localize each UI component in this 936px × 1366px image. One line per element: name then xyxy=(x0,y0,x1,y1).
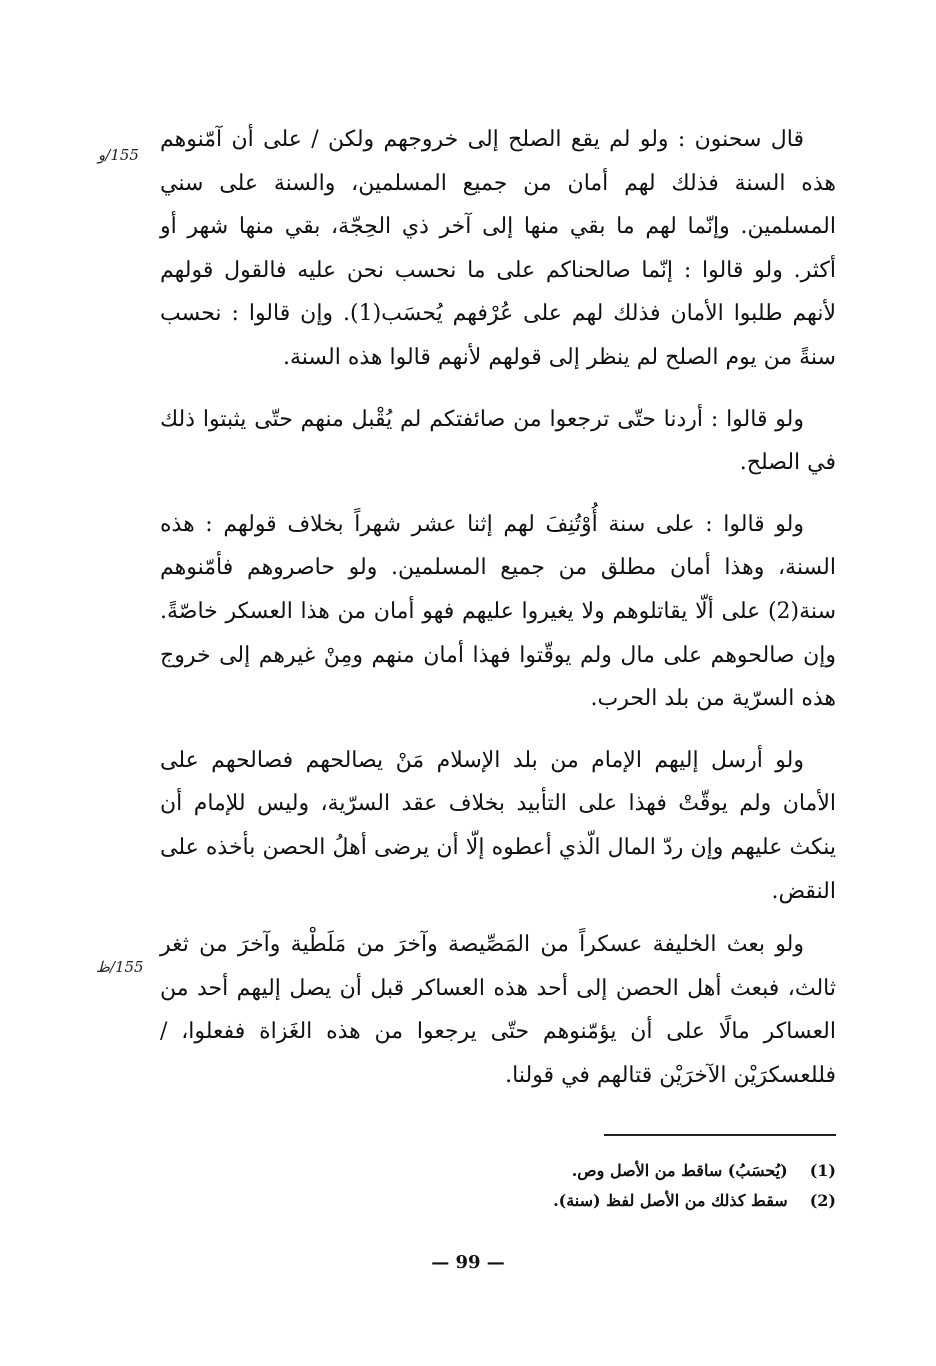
paragraph: ولو قالوا : على سنة أُوْتُنِفَ لهم إثنا عشر شهراً بخلاف قولهم : هذه السنة، وهذا أمان مطلق من جميع المسلمين. ولو حاصروهم فأمّنوهم سنة(2) على ألّا يقاتلوهم ولا يغيروا عليهم فهو أمان من هذا العسكر خاصّةً. وإن صالحوهم على مال ولم يوقّتوا فهذا أمان منهم ومِنْ غيرهم إلى خروج هذه السرّية من بلد الحرب. xyxy=(160,511,836,712)
paragraph: ولو قالوا : أردنا حتّى ترجعوا من صائفتكم لم يُقْبل منهم حتّى يثبتوا ذلك في الصلح. xyxy=(160,406,836,476)
footnote xyxy=(300,1186,836,1216)
footnote-number: (2) xyxy=(809,1191,836,1210)
footnote-separator xyxy=(604,1134,836,1136)
footnotes xyxy=(300,1156,836,1216)
paragraph: ولو أرسل إليهم الإمام من بلد الإسلام مَنْ يصالحهم فصالحهم على الأمان ولم يوقّتْ فهذا على التأبيد بخلاف عقد السرّية، وليس للإمام أن ينكث عليهم وإن ردّ المال الّذي أعطوه إلّا أن يرضى أهلُ الحصن بأخذه على النقض. xyxy=(160,747,836,904)
footnote xyxy=(300,1156,836,1186)
margin-folio-note: 155/ظ xyxy=(96,958,144,976)
footnote-number: (1) xyxy=(809,1161,836,1180)
footnote-text: (يُحسَبُ) ساقط من الأصل وص. xyxy=(571,1161,788,1180)
paragraph: قال سحنون : ولو لم يقع الصلح إلى خروجهم ولكن / على أن آمّنوهم هذه السنة فذلك لهم أمان من جميع المسلمين، والسنة على سني المسلمين. وإنّما لهم ما بقي منها إلى آخر ذي الحِجّة، بقي منها شهر أو أكثر. ولو قالوا : إنّما صالحناكم على ما نحسب نحن عليه فالقول قولهم لأنهم طلبوا الأمان فذلك لهم على عُرْفهم يُحسَب(1). وإن قالوا : نحسب سنةً من يوم الصلح لم ينظر إلى قولهم لأنهم قالوا هذه السنة. xyxy=(160,127,836,370)
page-number: — 99 — xyxy=(431,1252,505,1273)
footnote-text: سقط كذلك من الأصل لفظ (سنة). xyxy=(553,1191,788,1210)
paragraph: ولو بعث الخليفة عسكراً من المَصِّيصة وآخرَ من مَلَطْية وآخرَ من ثغر ثالث، فبعث أهل الحصن إلى أحد هذه العساكر قبل أن يصل إليهم أحد من العساكر مالًا على أن يؤمّنوهم حتّى يرجعوا من هذه الغَزاة ففعلوا، / فللعسكرَيْن الآخرَيْن قتالهم في قولنا. xyxy=(160,932,836,1088)
main-text xyxy=(160,118,836,1097)
margin-folio-note: 155/و xyxy=(98,146,139,164)
